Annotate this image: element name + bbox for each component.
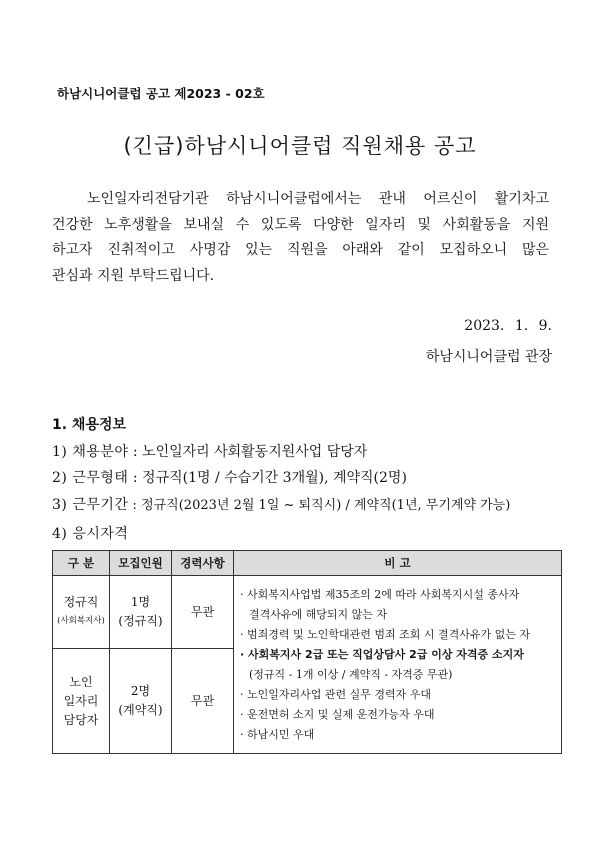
issuer-name: 하남시니어클럽 관장 [425, 349, 552, 365]
info-value: : 정규직(1명 / 수습기간 3개월), 계약직(2명) [128, 470, 407, 486]
intro-line: 관심과 지원 부탁드립니다. [52, 267, 215, 284]
table-header-row [53, 551, 562, 576]
note-item: · 사회복지사업법 제35조의 2에 따라 사회복지시설 종사자 [240, 587, 520, 601]
table-header: 비 고 [234, 551, 562, 576]
note-item: · 범죄경력 및 노인학대관련 범죄 조회 시 결격사유가 없는 자 [240, 627, 530, 641]
notice-date: 2023. 1. 9. [464, 318, 552, 334]
info-item [52, 441, 367, 461]
notes-cell [234, 576, 562, 754]
info-item [52, 523, 128, 543]
info-item [52, 467, 407, 487]
note-item: · 운전면허 소지 및 실제 운전가능자 우대 [240, 707, 435, 721]
note-item: (정규직 - 1개 이상 / 계약직 - 자격증 무관) [249, 667, 453, 681]
page-title: (긴급)하남시니어클럽 직원채용 공고 [123, 134, 477, 158]
info-value: : 노인일자리 사회활동지원사업 담당자 [128, 444, 368, 460]
section-title: 1. 채용정보 [52, 417, 127, 433]
qualification-table [52, 550, 562, 754]
table-header: 모집인원 [110, 551, 172, 576]
note-item: · 하남시민 우대 [240, 727, 315, 741]
note-item: · 사회복지사 2급 또는 직업상담사 2급 이상 자격증 소지자 [240, 647, 524, 661]
note-item: 결격사유에 해당되지 않는 자 [249, 607, 388, 621]
intro-line: 노인일자리전담기관 하남시니어클럽에서는 관내 어르신이 활기차고 [86, 191, 549, 207]
info-label: 3) 근무기간 [52, 497, 129, 513]
table-header: 경력사항 [172, 551, 234, 576]
info-label: 2) 근무형태 [52, 470, 129, 486]
table-header: 구 분 [53, 551, 110, 576]
info-label: 1) 채용분야 [52, 444, 129, 460]
note-item: · 노인일자리사업 관련 실무 경력자 우대 [240, 687, 431, 701]
table-cell: 2명 (계약직) [110, 649, 172, 754]
info-label: 4) 응시자격 [52, 526, 129, 542]
intro-paragraph [52, 187, 549, 289]
table-cell: 무관 [172, 649, 234, 754]
table-cell: 1명 (정규직) [110, 576, 172, 649]
table-row [53, 576, 562, 649]
table-cell: 무관 [172, 576, 234, 649]
info-item [52, 494, 510, 514]
intro-line: 건강한 노후생활을 보내실 수 있도록 다양한 일자리 및 사회활동을 지원 [52, 216, 549, 233]
intro-line: 하고자 진취적이고 사명감 있는 직원을 아래와 같이 모집하오니 많은 [52, 242, 549, 258]
table-cell: 노인 일자리 담당자 [53, 649, 110, 754]
table-cell: 정규직 (사회복지사) [53, 576, 110, 649]
notice-number: 하남시니어클럽 공고 제2023 - 02호 [57, 86, 265, 101]
info-value: : 정규직(2023년 2월 1일 ~ 퇴직시) / 계약직(1년, 무기계약 가능) [128, 498, 511, 513]
